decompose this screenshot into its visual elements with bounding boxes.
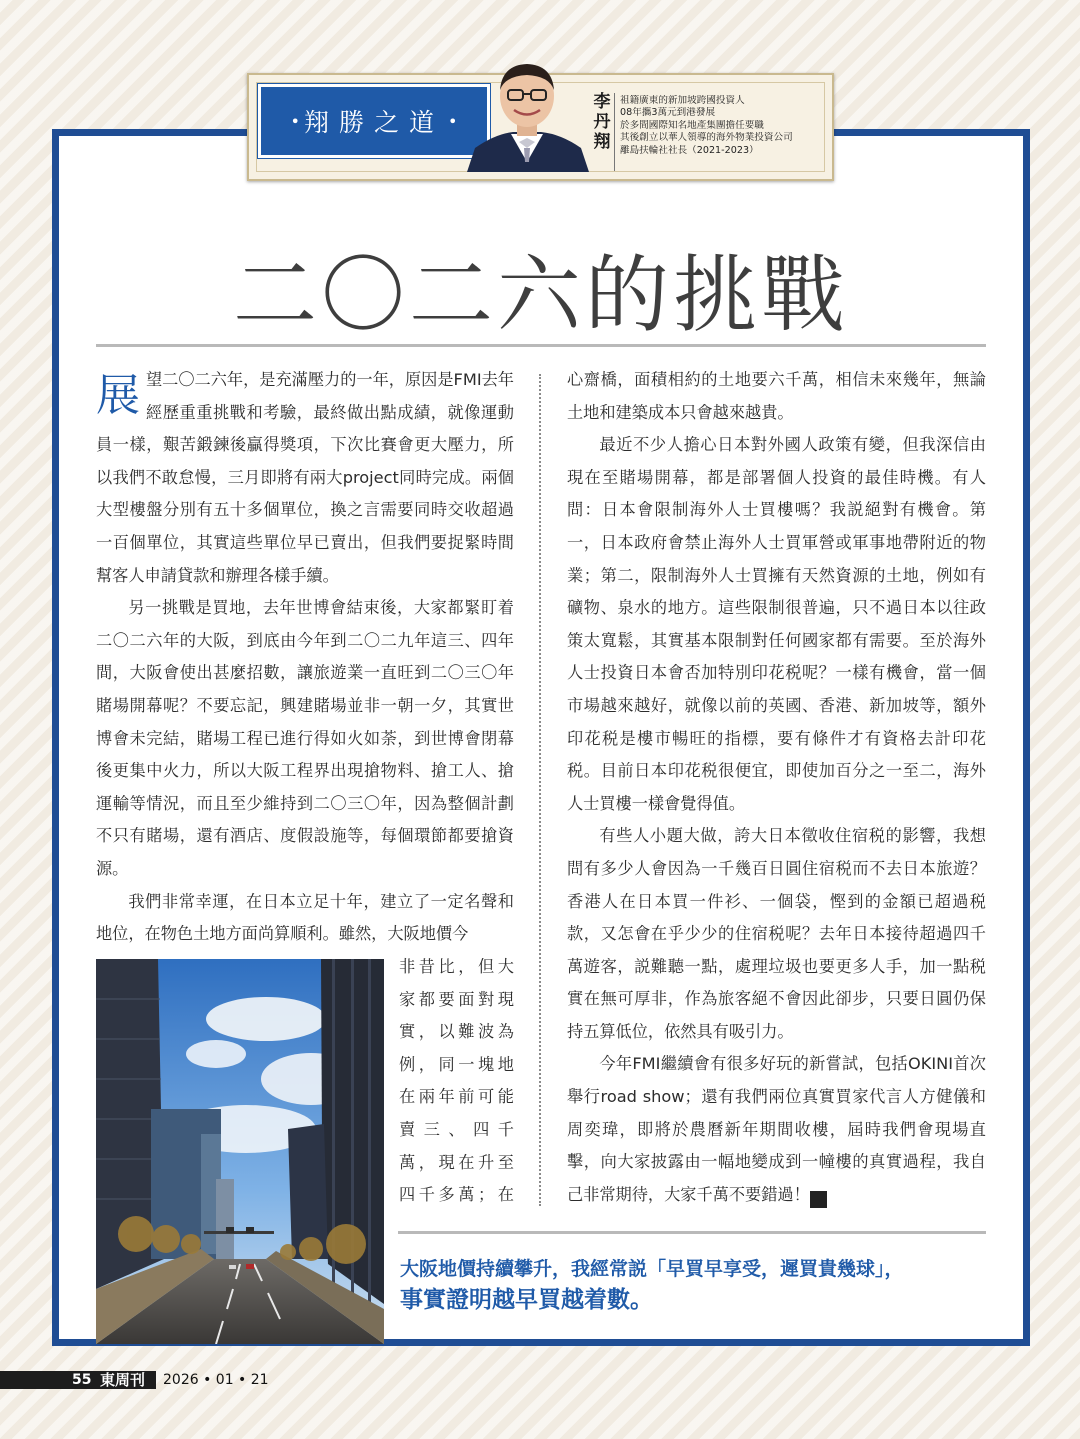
author-bio-line: 其後創立以華人領導的海外物業投資公司 (620, 132, 793, 144)
author-portrait (461, 56, 593, 172)
title-rule (96, 344, 986, 347)
end-mark-icon: 東 (810, 1191, 827, 1208)
article-title: 二〇二六的挑戰 (232, 246, 849, 344)
narrow-line: 實，以難波為 (399, 1022, 514, 1042)
author-bio-line: 08年攜3萬元到港發展 (620, 107, 716, 119)
paragraph: 有些人小題大做，誇大日本徵收住宿税的影響，我想問有多少人會因為一千幾百日圓住宿税而不去日本旅遊？香港人在日本買一件衫、一個袋，慳到的金額已超過税款，又怎會在乎少少的住宿税呢？去年日本接待超過四千萬遊客，説難聽一點，處理垃圾也要更多人手，加一點税實在無可厚非，作為旅客絕不會因此卻步，只要日圓仍保持五算低位，依然具有吸引力。 (567, 826, 986, 1041)
author-bio (620, 95, 825, 157)
paragraph: 我們非常幸運，在日本立足十年，建立了一定名聲和地位，在物色土地方面尚算順利。雖然，大阪地價今 (96, 891, 514, 944)
paragraph: 心齋橋，面積相約的土地要六千萬，相信未來幾年，無論土地和建築成本只會越來越貴。 (567, 370, 986, 422)
paragraph: 最近不少人擔心日本對外國人政策有變，但我深信由現在至賭場開幕，都是部署個人投資的最佳時機。有人問：日本會限制海外人士買樓嗎？我説絕對有機會。第一，日本政府會禁止海外人士買軍營或軍事地帶附近的物業；第二，限制海外人士買擁有天然資源的土地，例如有礦物、泉水的地方。這些限制很普遍，只不過日本以往政策太寬鬆，其實基本限制對任何國家都有需要。至於海外人士投資日本會否加特別印花税呢？一樣有機會，當一個市場越來越好，就像以前的英國、香港、新加坡等，額外印花税是樓市暢旺的指標，要有條件才有資格去計印花税。目前日本印花税很便宜，即使加百分之一至二，海外人士買樓一樣會覺得值。 (567, 435, 986, 813)
pull-quote-line: 大阪地價持續攀升，我經常説「早買早享受，遲買貴幾球」， (400, 1258, 904, 1280)
author-name (592, 92, 612, 152)
column-title-banner (258, 84, 490, 158)
narrow-line: 四千多萬；在 (399, 1185, 514, 1205)
narrow-line: 家都要面對現 (399, 989, 514, 1009)
bullet-dot-icon: • (448, 111, 458, 131)
narrow-column (399, 951, 514, 1212)
narrow-line: 例，同一塊地 (399, 1054, 514, 1074)
column-divider (539, 374, 541, 1206)
left-column (96, 364, 514, 951)
narrow-line: 萬，現在升至 (399, 1152, 514, 1172)
issue-date: 2026 • 01 • 21 (163, 1372, 269, 1388)
narrow-line: 在兩年前可能 (399, 1087, 514, 1107)
pull-quote (400, 1254, 985, 1316)
paragraph: 另一挑戰是買地，去年世博會結束後，大家都緊盯着二〇二六年的大阪，到底由今年到二〇二九年這三、四年間，大阪會使出甚麼招數，讓旅遊業一直旺到二〇三〇年賭場開幕呢？不要忘記，興建賭場並非一朝一夕，其實世博會未完結，賭場工程已進行得如火如荼，到世博會閉幕後更集中火力，所以大阪工程界出現搶物料、搶工人、搶運輸等情況，而且至少維持到二〇三〇年，因為整個計劃不只有賭場，還有酒店、度假設施等，每個環節都要搶資源。 (96, 598, 514, 878)
paragraph (96, 364, 514, 592)
quote-rule (398, 1231, 986, 1234)
author-name-char: 李 (593, 92, 611, 112)
column-title: 翔勝之道 (303, 108, 444, 137)
paragraph-text: 望二〇二六年，是充滿壓力的一年，原因是FMI去年經歷重重挑戰和考驗，最終做出點成績，就像運動員一樣，艱苦鍛鍊後贏得獎項，下次比賽會更大壓力，所以我們不敢怠慢，三月即將有兩大project同時完成。兩個大型樓盤分別有五十多個單位，換之言需要同時交收超過一百個單位，其實這些單位早已賣出，但我們要捉緊時間幫客人申請貸款和辦理各樣手續。 (96, 370, 514, 585)
page-number: 55 (72, 1372, 92, 1388)
drop-cap: 展 (96, 370, 140, 421)
name-divider (614, 93, 615, 171)
magazine-logo: 東周刊 (100, 1371, 146, 1389)
osaka-street-photo (96, 959, 384, 1344)
narrow-line: 非昔比，但大 (399, 957, 514, 976)
author-bio-line: 離島扶輪社社長（2021-2023） (620, 144, 759, 156)
author-bio-line: 祖籍廣東的新加坡跨國投資人 (620, 95, 745, 106)
paragraph (567, 1048, 986, 1211)
author-name-char: 翔 (593, 132, 611, 152)
pull-quote-line: 事實證明越早買越着數。 (400, 1286, 653, 1313)
right-column (567, 364, 986, 1211)
author-bio-line: 於多間國際知名地產集團擔任要職 (620, 119, 764, 131)
bullet-dot-icon: • (290, 111, 300, 131)
paragraph-text: 今年FMI繼續會有很多好玩的新嘗試，包括OKINI首次舉行road show；還有我們兩位真實買家代言人方健儀和周奕瑋，即將於農曆新年期間收樓，屆時我們會現場直擊，向大家披露由一幅地變成到一幢樓的真實過程，我自己非常期待，大家千萬不要錯過！ (567, 1054, 986, 1204)
narrow-line: 賣三、四千 (399, 1119, 514, 1139)
author-name-char: 丹 (593, 112, 611, 132)
